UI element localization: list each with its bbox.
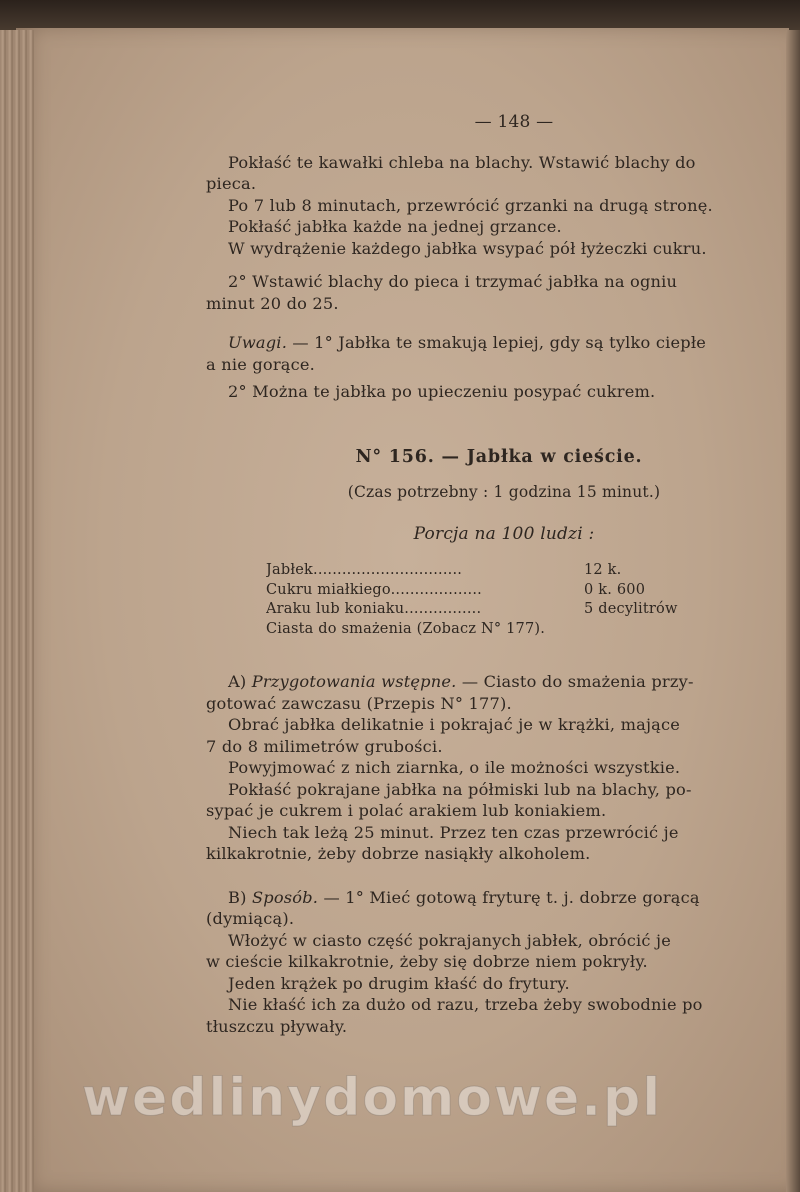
text-line: Niech tak leżą 25 minut. Przez ten czas przewrócić je [228,822,679,842]
text-line: W wydrążenie każdego jabłka wsypać pół łyżeczki cukru. [228,238,707,258]
text-line: 2° Można te jabłka po upieczeniu posypać cukrem. [228,382,656,401]
ingredient-row [266,581,760,601]
section-a-label: A) [228,672,252,691]
watermark: wedlinydomowe.pl [82,1068,663,1128]
recipe-time: (Czas potrzebny : 1 godzina 15 minut.) [347,483,661,501]
recipe-portion: Porcja na 100 ludzi : [413,523,595,544]
section-b-label: B) [228,887,252,907]
ingredient-name: Araku lub koniaku................ [266,601,482,617]
ingredient-qty: 5 decylitrów [584,601,678,617]
text-line: Pokłaść jabłka każde na jednej grzance. [228,217,562,236]
step-2-paragraph [206,271,760,314]
notes-paragraph [206,332,760,403]
notes-label: Uwagi. [228,333,288,352]
text-line: (dymiącą). [206,909,295,928]
text-line: gotować zawczasu (Przepis N° 177). [206,693,512,713]
text-line: Po 7 lub 8 minutach, przewrócić grzanki na drugą stronę. [228,195,713,215]
text-line: w cieście kilkakrotnie, żeby się dobrze niem pokryły. [206,952,648,971]
text-line: kilkakrotnie, żeby dobrze nasiąkły alkoholem. [206,844,591,863]
ingredient-qty: 12 k. [584,562,622,578]
text-line: Pokłaść pokrajane jabłka na półmiski lub na blachy, po- [228,779,692,799]
page-spine-shadow [786,30,800,1192]
ingredient-name: Jabłek............................... [266,562,463,578]
recipe-title: N° 156. — Jabłka w cieście. [355,446,643,467]
section-a [206,671,760,865]
text-line: pieca. [206,174,257,193]
text-line: sypać je cukrem i polać arakiem lub koniakiem. [206,801,607,820]
text-line: Powyjmować z nich ziarnka, o ile możności wszystkie. [228,758,681,777]
text-line: tłuszczu pływały. [206,1016,348,1036]
ingredient-qty: 0 k. 600 [584,581,646,598]
text-line: 7 do 8 milimetrów grubości. [206,736,443,756]
page-number: — 148 — [474,112,554,132]
ingredients-list [266,561,760,639]
ingredient-row [266,600,760,620]
text-line: Jeden krążek po drugim kłaść do frytury. [228,973,570,993]
text-line: Obrać jabłka delikatnie i pokrajać je w krążki, mające [228,715,681,734]
ingredient-row [266,620,760,640]
ingredient-name: Ciasta do smażenia (Zobacz N° 177). [266,620,546,637]
page-edges [0,30,34,1192]
text-line: Nie kłaść ich za dużo od razu, trzeba żeby swobodnie po [228,995,703,1014]
text-line: — Ciasto do smażenia przy- [456,672,694,691]
ingredient-row [266,561,760,581]
text-line: — 1° Mieć gotową fryturę t. j. dobrze gorącą [318,887,700,907]
section-b-title: Sposób. [251,887,319,907]
ingredient-name: Cukru miałkiego................... [266,581,482,598]
text-line: a nie gorące. [206,354,316,374]
text-line: minut 20 do 25. [206,293,339,313]
section-b [206,887,760,1038]
text-line: — 1° Jabłka te smakują lepiej, gdy są tylko ciepłe [287,333,707,352]
text-line: Pokłaść te kawałki chleba na blachy. Wstawić blachy do [228,152,696,172]
page-content [206,112,760,1037]
text-line: 2° Wstawić blachy do pieca i trzymać jabłka na ogniu [228,272,678,291]
text-line: Włożyć w ciasto część pokrajanych jabłek, obrócić je [228,930,671,950]
section-a-title: Przygotowania wstępne. [251,672,457,691]
intro-paragraph [206,152,760,260]
